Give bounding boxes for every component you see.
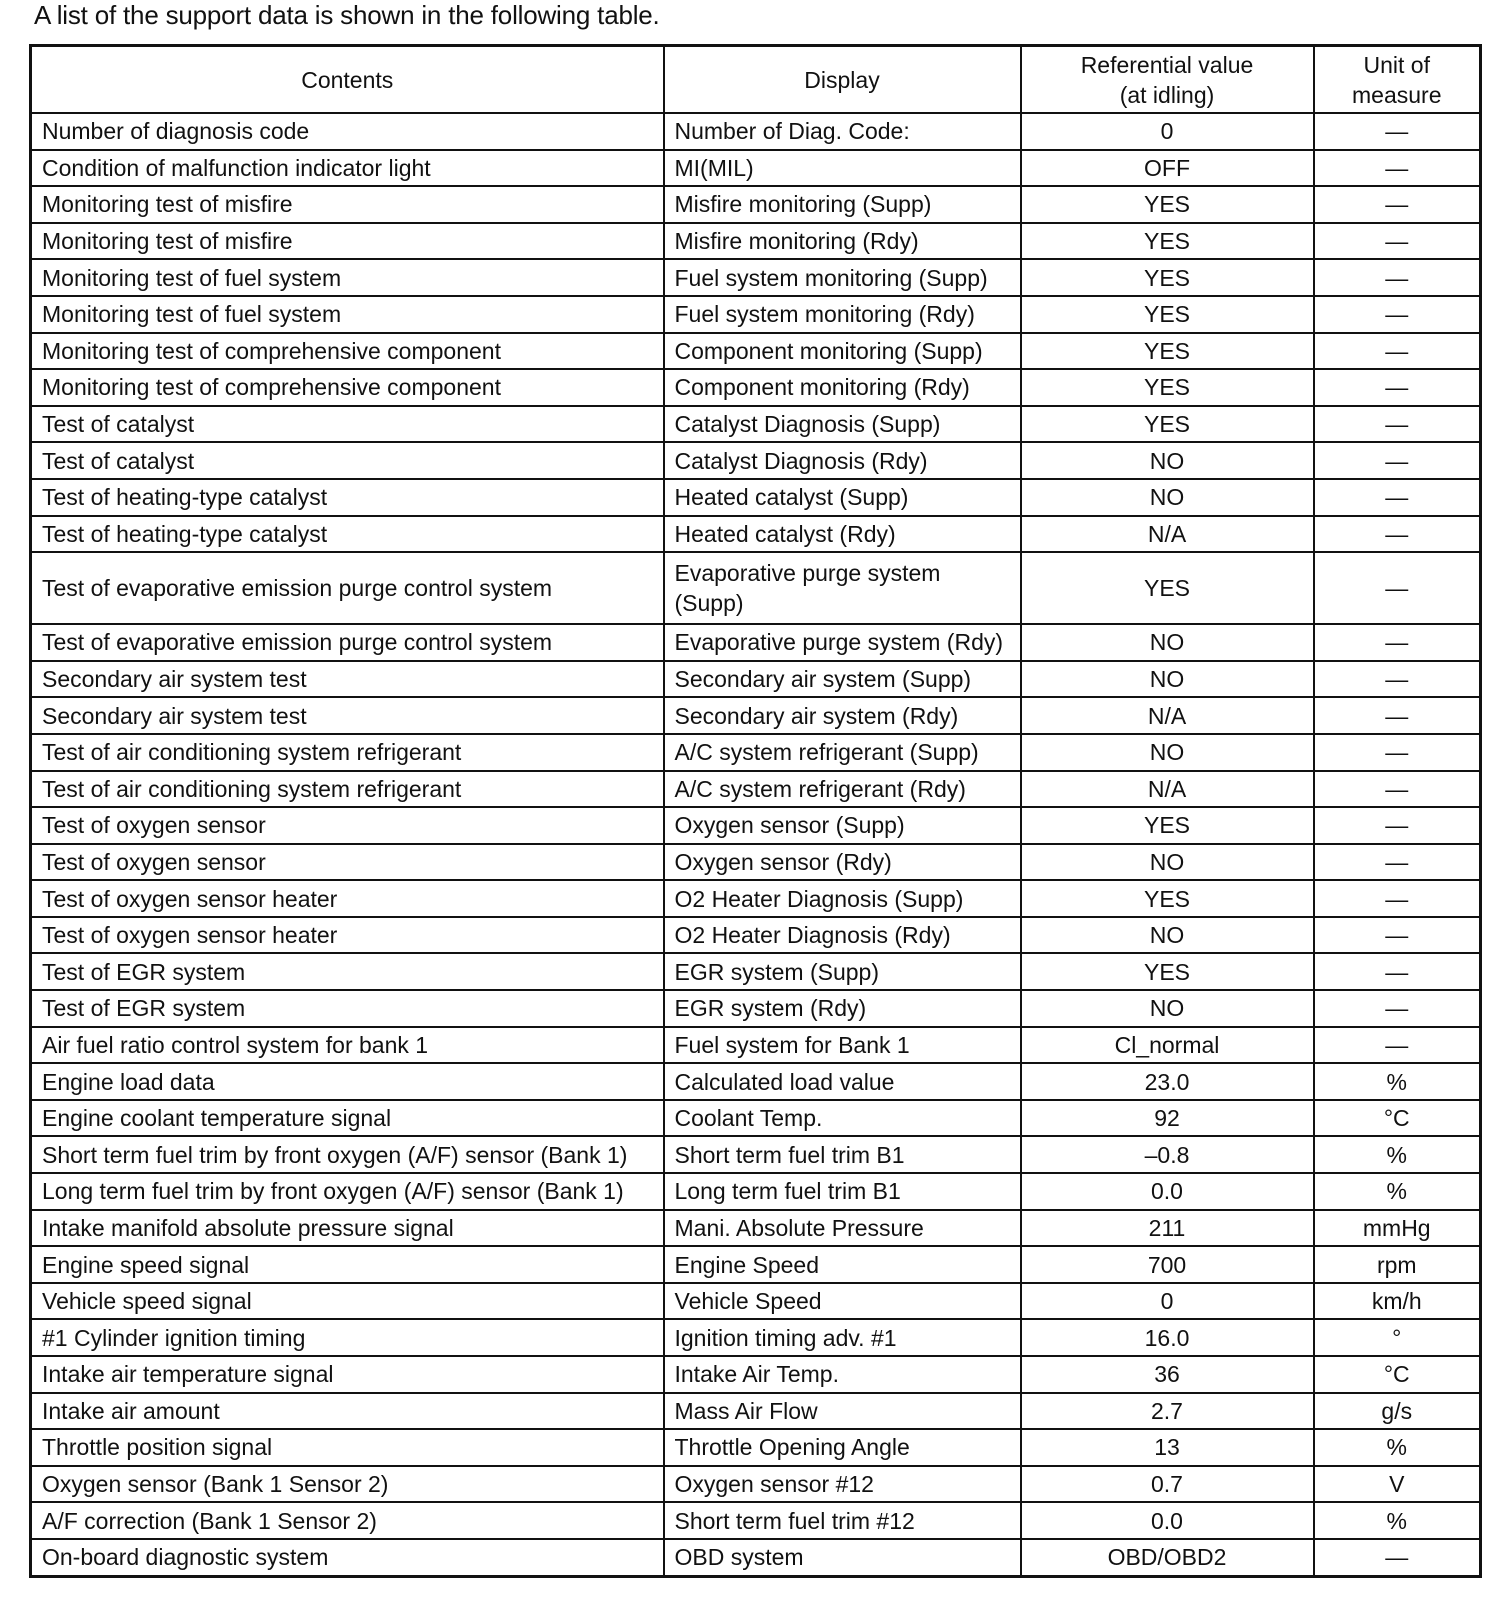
cell-contents: Monitoring test of comprehensive component <box>31 369 664 406</box>
cell-unit: g/s <box>1314 1393 1481 1430</box>
cell-unit: — <box>1314 844 1481 881</box>
cell-contents: Test of EGR system <box>31 953 664 990</box>
table-row <box>31 479 1481 516</box>
cell-referential-value: 0.0 <box>1021 1502 1314 1539</box>
cell-referential-value: YES <box>1021 807 1314 844</box>
cell-display: Misfire monitoring (Supp) <box>664 186 1021 223</box>
cell-referential-value: YES <box>1021 880 1314 917</box>
cell-display: Short term fuel trim #12 <box>664 1502 1021 1539</box>
cell-unit: — <box>1314 113 1481 150</box>
cell-display: O2 Heater Diagnosis (Rdy) <box>664 917 1021 954</box>
cell-contents: Test of oxygen sensor heater <box>31 880 664 917</box>
cell-display: Misfire monitoring (Rdy) <box>664 223 1021 260</box>
cell-display: Component monitoring (Supp) <box>664 333 1021 370</box>
cell-referential-value: YES <box>1021 186 1314 223</box>
cell-contents: Test of catalyst <box>31 406 664 443</box>
cell-display: O2 Heater Diagnosis (Supp) <box>664 880 1021 917</box>
cell-contents: Intake air temperature signal <box>31 1356 664 1393</box>
table-row <box>31 406 1481 443</box>
cell-display: A/C system refrigerant (Rdy) <box>664 771 1021 808</box>
header-unit-of-measure <box>1314 46 1481 114</box>
cell-referential-value: 0 <box>1021 113 1314 150</box>
cell-contents: Long term fuel trim by front oxygen (A/F) sensor (Bank 1) <box>31 1173 664 1210</box>
cell-display: MI(MIL) <box>664 150 1021 187</box>
table-row <box>31 186 1481 223</box>
cell-unit: — <box>1314 223 1481 260</box>
cell-unit: — <box>1314 259 1481 296</box>
cell-unit: % <box>1314 1429 1481 1466</box>
cell-contents: Test of air conditioning system refrigerant <box>31 734 664 771</box>
table-row <box>31 113 1481 150</box>
cell-referential-value: YES <box>1021 552 1314 624</box>
cell-referential-value: 2.7 <box>1021 1393 1314 1430</box>
table-row <box>31 807 1481 844</box>
cell-display: Mass Air Flow <box>664 1393 1021 1430</box>
cell-unit: — <box>1314 552 1481 624</box>
cell-unit: km/h <box>1314 1283 1481 1320</box>
cell-referential-value: NO <box>1021 624 1314 661</box>
cell-referential-value: N/A <box>1021 771 1314 808</box>
table-row <box>31 1356 1481 1393</box>
cell-display: Vehicle Speed <box>664 1283 1021 1320</box>
cell-display: Oxygen sensor (Supp) <box>664 807 1021 844</box>
cell-contents: Test of air conditioning system refrigerant <box>31 771 664 808</box>
cell-referential-value: 13 <box>1021 1429 1314 1466</box>
header-contents: Contents <box>31 46 664 114</box>
cell-referential-value: N/A <box>1021 697 1314 734</box>
cell-unit: — <box>1314 624 1481 661</box>
cell-unit: — <box>1314 734 1481 771</box>
cell-unit: — <box>1314 296 1481 333</box>
cell-unit: — <box>1314 1539 1481 1576</box>
cell-display: Engine Speed <box>664 1246 1021 1283</box>
cell-referential-value: NO <box>1021 844 1314 881</box>
cell-unit: — <box>1314 333 1481 370</box>
cell-display: Oxygen sensor (Rdy) <box>664 844 1021 881</box>
cell-display: Number of Diag. Code: <box>664 113 1021 150</box>
cell-contents: Short term fuel trim by front oxygen (A/F) sensor (Bank 1) <box>31 1136 664 1173</box>
cell-referential-value: 23.0 <box>1021 1063 1314 1100</box>
cell-display: Heated catalyst (Supp) <box>664 479 1021 516</box>
table-row <box>31 1283 1481 1320</box>
cell-contents: Test of oxygen sensor heater <box>31 917 664 954</box>
cell-referential-value: NO <box>1021 479 1314 516</box>
cell-unit: — <box>1314 479 1481 516</box>
table-row <box>31 990 1481 1027</box>
cell-contents: Intake manifold absolute pressure signal <box>31 1210 664 1247</box>
cell-referential-value: 16.0 <box>1021 1319 1314 1356</box>
cell-referential-value: N/A <box>1021 516 1314 553</box>
cell-contents: Intake air amount <box>31 1393 664 1430</box>
header-referential-value <box>1021 46 1314 114</box>
table-row <box>31 697 1481 734</box>
cell-referential-value: YES <box>1021 223 1314 260</box>
cell-unit: — <box>1314 990 1481 1027</box>
support-data-table <box>29 44 1482 1578</box>
cell-contents: Monitoring test of misfire <box>31 223 664 260</box>
cell-referential-value: NO <box>1021 917 1314 954</box>
cell-referential-value: 211 <box>1021 1210 1314 1247</box>
cell-referential-value: –0.8 <box>1021 1136 1314 1173</box>
cell-contents: Test of oxygen sensor <box>31 844 664 881</box>
table-row <box>31 771 1481 808</box>
cell-display: Secondary air system (Rdy) <box>664 697 1021 734</box>
cell-display: Throttle Opening Angle <box>664 1429 1021 1466</box>
cell-contents: Monitoring test of fuel system <box>31 259 664 296</box>
cell-referential-value: YES <box>1021 259 1314 296</box>
header-referential-value-line2: (at idling) <box>1119 81 1215 108</box>
table-row <box>31 150 1481 187</box>
cell-display: Oxygen sensor #12 <box>664 1466 1021 1503</box>
cell-referential-value: YES <box>1021 369 1314 406</box>
cell-contents: Monitoring test of fuel system <box>31 296 664 333</box>
cell-referential-value: Cl_normal <box>1021 1027 1314 1064</box>
table-row <box>31 734 1481 771</box>
cell-unit: — <box>1314 406 1481 443</box>
cell-referential-value: NO <box>1021 734 1314 771</box>
cell-display: Evaporative purge system (Supp) <box>664 552 1021 624</box>
cell-unit: °C <box>1314 1356 1481 1393</box>
table-header-row <box>31 46 1481 114</box>
cell-contents: Monitoring test of comprehensive component <box>31 333 664 370</box>
cell-contents: Throttle position signal <box>31 1429 664 1466</box>
header-referential-value-line1: Referential value <box>1080 51 1254 78</box>
table-row <box>31 661 1481 698</box>
table-row <box>31 1063 1481 1100</box>
cell-unit: % <box>1314 1502 1481 1539</box>
cell-contents: Number of diagnosis code <box>31 113 664 150</box>
cell-contents: Secondary air system test <box>31 697 664 734</box>
cell-display: Catalyst Diagnosis (Rdy) <box>664 442 1021 479</box>
cell-referential-value: 0.0 <box>1021 1173 1314 1210</box>
cell-display: EGR system (Supp) <box>664 953 1021 990</box>
cell-referential-value: 92 <box>1021 1100 1314 1137</box>
cell-unit: V <box>1314 1466 1481 1503</box>
cell-referential-value: 700 <box>1021 1246 1314 1283</box>
table-row <box>31 917 1481 954</box>
cell-contents: A/F correction (Bank 1 Sensor 2) <box>31 1502 664 1539</box>
cell-unit: — <box>1314 953 1481 990</box>
cell-contents: Test of oxygen sensor <box>31 807 664 844</box>
intro-text: A list of the support data is shown in the following table. <box>34 0 660 30</box>
cell-display: A/C system refrigerant (Supp) <box>664 734 1021 771</box>
table-row <box>31 1027 1481 1064</box>
cell-display: Coolant Temp. <box>664 1100 1021 1137</box>
cell-unit: — <box>1314 917 1481 954</box>
cell-unit: — <box>1314 186 1481 223</box>
cell-display: Fuel system for Bank 1 <box>664 1027 1021 1064</box>
table-row <box>31 369 1481 406</box>
table-row <box>31 1539 1481 1576</box>
cell-display: Component monitoring (Rdy) <box>664 369 1021 406</box>
cell-unit: mmHg <box>1314 1210 1481 1247</box>
cell-display: Long term fuel trim B1 <box>664 1173 1021 1210</box>
cell-unit: °C <box>1314 1100 1481 1137</box>
cell-display: Short term fuel trim B1 <box>664 1136 1021 1173</box>
cell-unit: % <box>1314 1136 1481 1173</box>
cell-referential-value: NO <box>1021 990 1314 1027</box>
table-row <box>31 1173 1481 1210</box>
cell-referential-value: NO <box>1021 661 1314 698</box>
cell-unit: — <box>1314 771 1481 808</box>
table-row <box>31 1210 1481 1247</box>
table-row <box>31 1136 1481 1173</box>
table-row <box>31 1100 1481 1137</box>
table-row <box>31 1466 1481 1503</box>
cell-display: EGR system (Rdy) <box>664 990 1021 1027</box>
table-row <box>31 259 1481 296</box>
cell-unit: — <box>1314 807 1481 844</box>
cell-unit: rpm <box>1314 1246 1481 1283</box>
cell-display: Calculated load value <box>664 1063 1021 1100</box>
cell-unit: — <box>1314 516 1481 553</box>
table-row <box>31 296 1481 333</box>
table-row <box>31 442 1481 479</box>
table-row <box>31 624 1481 661</box>
cell-display: OBD system <box>664 1539 1021 1576</box>
cell-contents: Test of evaporative emission purge control system <box>31 624 664 661</box>
cell-display: Secondary air system (Supp) <box>664 661 1021 698</box>
table-row <box>31 880 1481 917</box>
cell-contents: Test of EGR system <box>31 990 664 1027</box>
table-row <box>31 552 1481 624</box>
cell-unit: — <box>1314 369 1481 406</box>
table-row <box>31 1246 1481 1283</box>
cell-unit: — <box>1314 661 1481 698</box>
cell-contents: Secondary air system test <box>31 661 664 698</box>
cell-contents: #1 Cylinder ignition timing <box>31 1319 664 1356</box>
cell-referential-value: 0 <box>1021 1283 1314 1320</box>
table-row <box>31 953 1481 990</box>
cell-contents: Engine load data <box>31 1063 664 1100</box>
header-display: Display <box>664 46 1021 114</box>
cell-display: Intake Air Temp. <box>664 1356 1021 1393</box>
cell-display: Fuel system monitoring (Rdy) <box>664 296 1021 333</box>
table-row <box>31 333 1481 370</box>
cell-contents: Test of heating-type catalyst <box>31 516 664 553</box>
header-unit-line2: measure <box>1352 81 1442 108</box>
cell-referential-value: YES <box>1021 406 1314 443</box>
cell-referential-value: YES <box>1021 333 1314 370</box>
cell-unit: — <box>1314 697 1481 734</box>
table-row <box>31 844 1481 881</box>
cell-display: Ignition timing adv. #1 <box>664 1319 1021 1356</box>
cell-unit: — <box>1314 442 1481 479</box>
cell-contents: Engine speed signal <box>31 1246 664 1283</box>
cell-referential-value: 0.7 <box>1021 1466 1314 1503</box>
cell-referential-value: NO <box>1021 442 1314 479</box>
cell-contents: Oxygen sensor (Bank 1 Sensor 2) <box>31 1466 664 1503</box>
cell-referential-value: OBD/OBD2 <box>1021 1539 1314 1576</box>
cell-unit: — <box>1314 880 1481 917</box>
cell-contents: Test of evaporative emission purge control system <box>31 552 664 624</box>
cell-unit: % <box>1314 1063 1481 1100</box>
cell-unit: — <box>1314 1027 1481 1064</box>
cell-contents: On-board diagnostic system <box>31 1539 664 1576</box>
table-row <box>31 1502 1481 1539</box>
cell-display: Fuel system monitoring (Supp) <box>664 259 1021 296</box>
cell-contents: Vehicle speed signal <box>31 1283 664 1320</box>
cell-unit: ° <box>1314 1319 1481 1356</box>
cell-contents: Engine coolant temperature signal <box>31 1100 664 1137</box>
cell-contents: Air fuel ratio control system for bank 1 <box>31 1027 664 1064</box>
cell-referential-value: OFF <box>1021 150 1314 187</box>
table-row <box>31 1319 1481 1356</box>
cell-referential-value: YES <box>1021 296 1314 333</box>
cell-referential-value: 36 <box>1021 1356 1314 1393</box>
cell-contents: Monitoring test of misfire <box>31 186 664 223</box>
table-row <box>31 1393 1481 1430</box>
cell-display: Heated catalyst (Rdy) <box>664 516 1021 553</box>
table-row <box>31 1429 1481 1466</box>
table-row <box>31 223 1481 260</box>
cell-display: Mani. Absolute Pressure <box>664 1210 1021 1247</box>
cell-unit: — <box>1314 150 1481 187</box>
cell-contents: Condition of malfunction indicator light <box>31 150 664 187</box>
header-unit-line1: Unit of <box>1363 51 1430 78</box>
cell-referential-value: YES <box>1021 953 1314 990</box>
cell-display: Evaporative purge system (Rdy) <box>664 624 1021 661</box>
cell-contents: Test of catalyst <box>31 442 664 479</box>
cell-contents: Test of heating-type catalyst <box>31 479 664 516</box>
cell-unit: % <box>1314 1173 1481 1210</box>
cell-display: Catalyst Diagnosis (Supp) <box>664 406 1021 443</box>
table-row <box>31 516 1481 553</box>
